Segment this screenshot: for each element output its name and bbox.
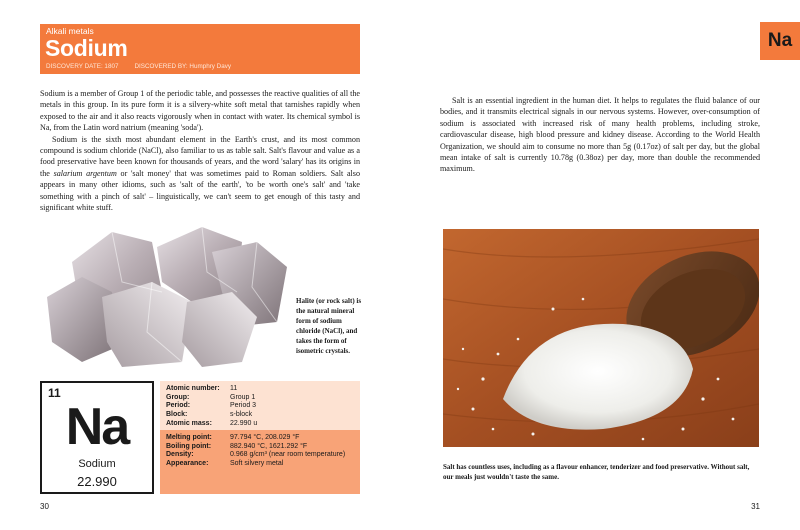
halite-crystal-image — [42, 222, 292, 372]
page-number-right: 31 — [751, 502, 760, 511]
health-text — [440, 95, 760, 175]
property-value: Soft silvery metal — [230, 460, 284, 468]
intro-p2-start: Sodium is the sixth most abundant element in the Earth's crust, and its most common compound is sodium chloride (NaCl), also familiar to us as table salt. Salt's flavour and value as a food preservative have been known for thousands of years, and the word 'salary' has its origins in the — [40, 134, 360, 178]
right-page — [400, 0, 800, 530]
property-value: Group 1 — [230, 393, 256, 401]
salt-scoop-photo — [443, 229, 759, 447]
property-row — [166, 434, 354, 443]
tile-name: Sodium — [78, 458, 116, 470]
property-label: Atomic mass: — [166, 419, 212, 427]
latin-term: salarium argentum — [53, 168, 117, 178]
property-row — [166, 443, 354, 452]
tile-atomic-number: 11 — [48, 386, 61, 400]
property-row — [166, 460, 354, 469]
properties-block-physical — [160, 430, 360, 494]
property-label: Group: — [166, 393, 190, 401]
property-value: 97.794 °C, 208.029 °F — [230, 434, 300, 441]
property-value: Period 3 — [230, 402, 257, 410]
tile-symbol: Na — [65, 398, 129, 456]
tile-mass: 22.990 — [77, 474, 117, 489]
page-number-left: 30 — [40, 502, 49, 511]
intro-p1: Sodium is a member of Group 1 of the periodic table, and possesses the reactive qualities of all the metals in this group. In its pure form it is a silvery-white soft metal that tarnishes rapidly when exposed to the air and it also reacts vigorously when in contact with water. Its chemical symbol is Na, from the Latin word natrium (meaning 'soda'). — [40, 89, 360, 133]
property-row — [166, 411, 354, 420]
intro-text — [40, 88, 360, 213]
intro-paragraph-2 — [40, 134, 360, 214]
discovered-by: DISCOVERED BY: Humphry Davy — [134, 63, 232, 70]
property-value: 11 — [230, 385, 238, 392]
property-label: Boiling point: — [166, 442, 212, 450]
salt-caption: Salt has countless uses, including as a flavour enhancer, tenderizer and food preservative. Without salt, our meals just wouldn't taste the same. — [443, 463, 750, 481]
page-title: Sodium — [45, 35, 128, 61]
crystal-caption: Halite (or rock salt) is the natural mineral form of sodium chloride (NaCl), and takes the form of isometric crystals. — [296, 297, 362, 355]
property-label: Density: — [166, 451, 194, 459]
property-row — [166, 402, 354, 411]
intro-p2-end: or 'salt money' that was sometimes paid to Roman soldiers. Salt also appears in many other idioms, such as 'salt of the earth', 'to be worth one's salt' and 'take something with a pinch of salt' – linguistically, we can't seem to get enough of this tasty and significant white stuff. — [40, 168, 360, 213]
property-row — [166, 385, 354, 394]
property-value: 882.940 °C, 1621.292 °F — [230, 442, 308, 450]
property-row — [166, 394, 354, 403]
property-label: Atomic number: — [166, 385, 220, 392]
property-label: Appearance: — [166, 460, 209, 468]
properties-block-basic — [160, 381, 360, 430]
property-row — [166, 420, 354, 429]
element-properties — [160, 381, 360, 494]
property-value: 22.990 u — [230, 419, 258, 427]
element-tile — [40, 381, 154, 494]
element-symbol-tab: Na — [760, 22, 800, 60]
health-paragraph: Salt is an essential ingredient in the human diet. It helps to regulates the fluid balance of our bodies, and it transmits electrical signals in our nervous systems. However, over-consumption of sodium is associated with increased risk of many health problems, including stroke, cardiovascular disease, high blood pressure and kidney disease. According to the World Health Organization, we should aim to consume no more than 5g (0.17oz) of salt per day, but the global mean intake of salt is currently 10.78g (0.38oz) per day, more than double the recommended maximum. — [440, 96, 760, 174]
property-value: 0.968 g/cm³ (near room temperature) — [230, 451, 346, 459]
category-label: Alkali metals — [46, 26, 94, 36]
property-row — [166, 451, 354, 460]
element-header-banner — [40, 24, 360, 74]
property-label: Melting point: — [166, 434, 212, 441]
property-value: s-block — [230, 411, 253, 419]
property-label: Period: — [166, 402, 191, 410]
property-label: Block: — [166, 411, 188, 419]
intro-paragraph-1 — [40, 88, 360, 134]
discovery-date: DISCOVERY DATE: 1807 — [46, 63, 119, 70]
discovery-meta — [46, 63, 231, 70]
